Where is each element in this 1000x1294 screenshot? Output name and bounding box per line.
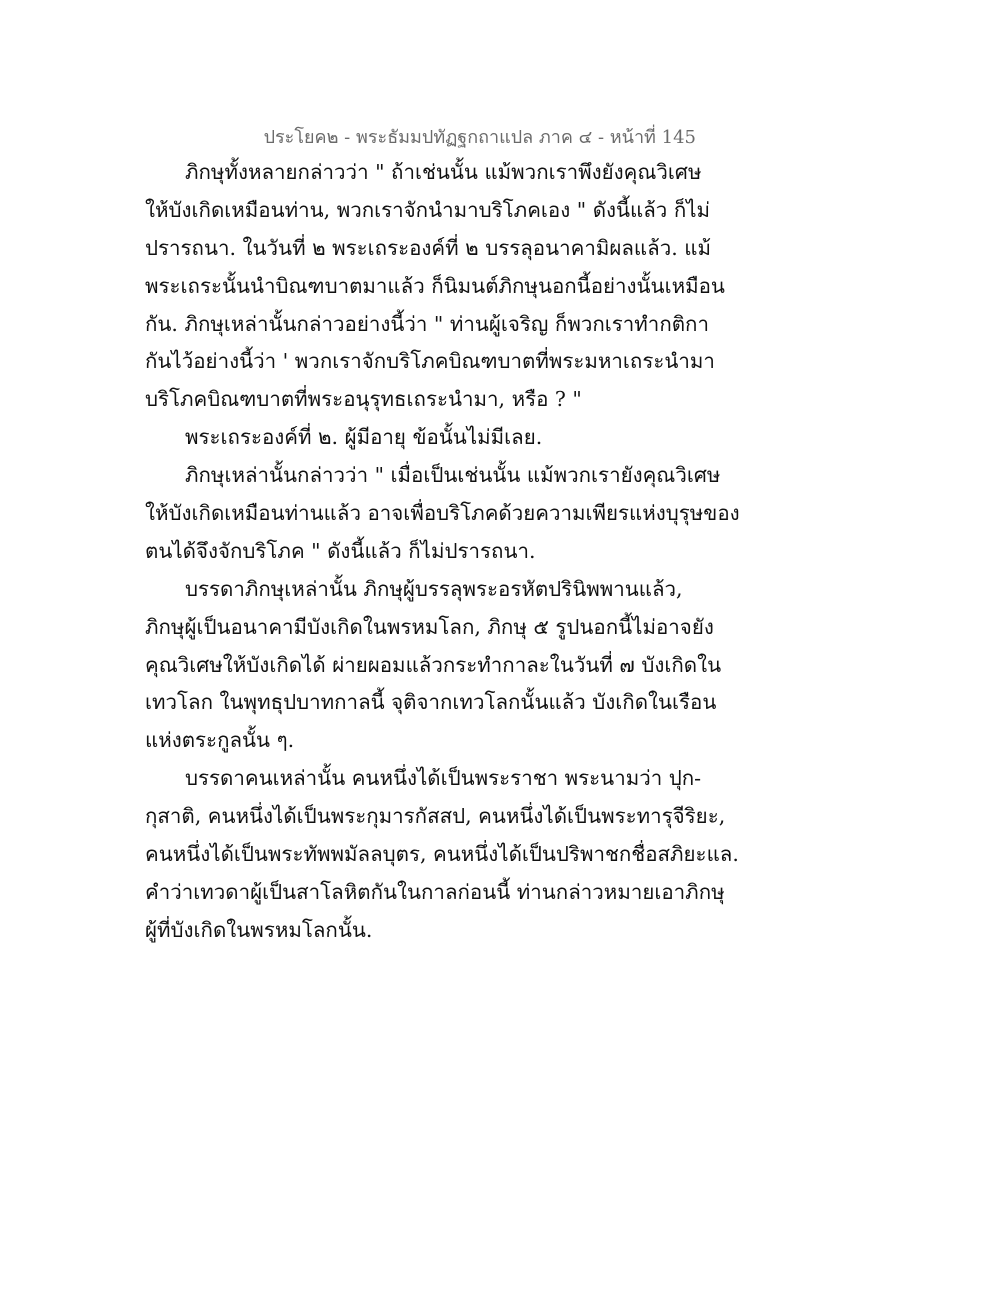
text-line: คำว่าเทวดาผู้เป็นสาโลหิตกันในกาลก่อนนี้ ท่านกล่าวหมายเอาภิกษุ: [145, 879, 725, 904]
text-line: ปรารถนา. ในวันที่ ๒ พระเถระองค์ที่ ๒ บรรลุอนาคามิผลแล้ว. แม้: [145, 235, 711, 260]
text-line: บริโภคบิณฑบาตที่พระอนุรุทธเถระนำมา, หรือ ? ": [145, 387, 582, 412]
text-line: บรรดาคนเหล่านั้น คนหนึ่งได้เป็นพระราชา พระนามว่า ปุก-: [185, 766, 702, 791]
text-line: เทวโลก ในพุทธุปบาทกาลนี้ จุติจากเทวโลกนั้นแล้ว บังเกิดในเรือน: [145, 690, 717, 715]
body-text: [145, 154, 765, 950]
text-line: แห่งตระกูลนั้น ๆ.: [145, 728, 295, 753]
text-line: กันไว้อย่างนี้ว่า ' พวกเราจักบริโภคบิณฑบาตที่พระมหาเถระนำมา: [145, 349, 715, 374]
text-line: กุสาติ, คนหนึ่งได้เป็นพระกุมารกัสสป, คนหนึ่งได้เป็นพระทารุจีริยะ,: [145, 804, 726, 829]
text-line: บรรดาภิกษุเหล่านั้น ภิกษุผู้บรรลุพระอรหัตปรินิพพานแล้ว,: [185, 576, 683, 601]
text-line: พระเถระองค์ที่ ๒. ผู้มีอายุ ข้อนั้นไม่มีเลย.: [185, 425, 543, 450]
text-line: ภิกษุเหล่านั้นกล่าวว่า " เมื่อเป็นเช่นนั้น แม้พวกเรายังคุณวิเศษ: [185, 463, 721, 488]
text-line: พระเถระนั้นนำบิณฑบาตมาแล้ว ก็นิมนต์ภิกษุนอกนี้อย่างนั้นเหมือน: [145, 273, 725, 298]
text-line: คนหนึ่งได้เป็นพระทัพพมัลลบุตร, คนหนึ่งได้เป็นปริพาชกชื่อสภิยะแล.: [145, 842, 739, 867]
text-line: ผู้ที่บังเกิดในพรหมโลกนั้น.: [145, 917, 373, 942]
text-line: คุณวิเศษให้บังเกิดได้ ผ่ายผอมแล้วกระทำกาละในวันที่ ๗ บังเกิดใน: [145, 652, 722, 677]
text-line: ให้บังเกิดเหมือนท่านแล้ว อาจเพื่อบริโภคด้วยความเพียรแห่งบุรุษของ: [145, 501, 740, 526]
text-line: กัน. ภิกษุเหล่านั้นกล่าวอย่างนี้ว่า " ท่านผู้เจริญ ก็พวกเราทำกติกา: [145, 311, 709, 336]
text-line: ให้บังเกิดเหมือนท่าน, พวกเราจักนำมาบริโภคเอง " ดังนี้แล้ว ก็ไม่: [145, 197, 711, 222]
text-line: ภิกษุผู้เป็นอนาคามีบังเกิดในพรหมโลก, ภิกษุ ๕ รูปนอกนี้ไม่อาจยัง: [145, 614, 714, 639]
text-line: ภิกษุทั้งหลายกล่าวว่า " ถ้าเช่นนั้น แม้พวกเราพึงยังคุณวิเศษ: [185, 160, 702, 184]
running-header: ประโยค๒ - พระธัมมปทัฏฐกถาแปล ภาค ๔ - หน้าที่ 145: [263, 127, 696, 148]
text-line: ตนได้จึงจักบริโภค " ดังนี้แล้ว ก็ไม่ปรารถนา.: [145, 538, 536, 563]
